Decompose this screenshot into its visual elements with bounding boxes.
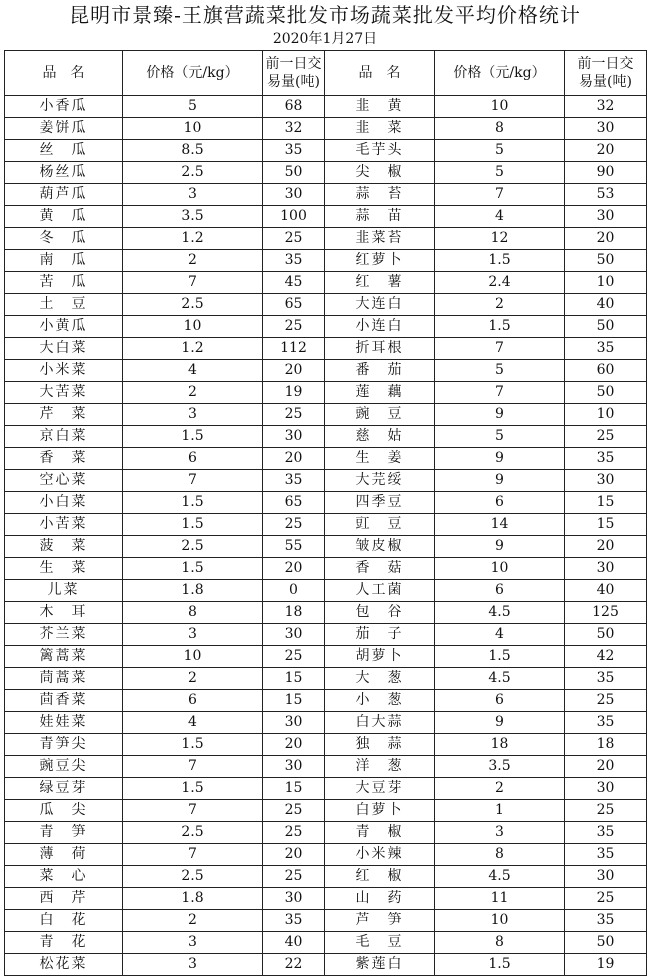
price-value-left: 7 (123, 800, 263, 822)
table-row (5, 778, 647, 800)
price-value-right: 3.5 (435, 756, 565, 778)
vegetable-name-left: 芹 菜 (5, 404, 123, 426)
vegetable-name-right: 生 姜 (325, 448, 435, 470)
volume-value-left: 25 (263, 866, 325, 888)
volume-value-left: 25 (263, 228, 325, 250)
price-value-left: 6 (123, 448, 263, 470)
vegetable-name-right: 白萝卜 (325, 800, 435, 822)
volume-value-right: 50 (565, 932, 647, 954)
table-row (5, 800, 647, 822)
vegetable-name-right: 山 药 (325, 888, 435, 910)
volume-value-right: 20 (565, 756, 647, 778)
table-row (5, 712, 647, 734)
volume-value-right: 18 (565, 734, 647, 756)
price-value-left: 3 (123, 932, 263, 954)
price-value-right: 8 (435, 118, 565, 140)
price-value-right: 14 (435, 514, 565, 536)
price-value-left: 2 (123, 382, 263, 404)
volume-value-right: 15 (565, 492, 647, 514)
volume-value-left: 32 (263, 118, 325, 140)
volume-value-left: 19 (263, 382, 325, 404)
volume-value-right: 25 (565, 888, 647, 910)
vegetable-name-left: 大白菜 (5, 338, 123, 360)
table-row (5, 514, 647, 536)
price-value-left: 2.5 (123, 294, 263, 316)
vegetable-name-right: 洋 葱 (325, 756, 435, 778)
price-value-right: 9 (435, 536, 565, 558)
price-value-right: 18 (435, 734, 565, 756)
vegetable-name-left: 儿菜 (5, 580, 123, 602)
vegetable-name-left: 小苦菜 (5, 514, 123, 536)
table-row (5, 140, 647, 162)
volume-value-left: 20 (263, 360, 325, 382)
price-value-right: 7 (435, 382, 565, 404)
vegetable-name-left: 土 豆 (5, 294, 123, 316)
volume-value-right: 19 (565, 954, 647, 976)
volume-value-right: 40 (565, 580, 647, 602)
table-row (5, 624, 647, 646)
price-value-left: 3 (123, 184, 263, 206)
vegetable-name-right: 大豆芽 (325, 778, 435, 800)
price-value-left: 1.8 (123, 580, 263, 602)
table-row (5, 206, 647, 228)
volume-value-right: 30 (565, 866, 647, 888)
volume-value-right: 20 (565, 228, 647, 250)
vegetable-name-right: 人工菌 (325, 580, 435, 602)
volume-value-left: 30 (263, 184, 325, 206)
price-value-right: 1.5 (435, 646, 565, 668)
vegetable-name-right: 韭菜苔 (325, 228, 435, 250)
vegetable-name-left: 姜饼瓜 (5, 118, 123, 140)
table-row (5, 492, 647, 514)
price-value-left: 10 (123, 646, 263, 668)
table-row (5, 910, 647, 932)
vegetable-name-left: 小香瓜 (5, 96, 123, 118)
price-value-right: 3 (435, 822, 565, 844)
table-row (5, 228, 647, 250)
volume-value-right: 30 (565, 470, 647, 492)
price-value-right: 5 (435, 426, 565, 448)
vegetable-name-left: 小黄瓜 (5, 316, 123, 338)
vegetable-name-right: 蒜 苔 (325, 184, 435, 206)
price-value-right: 12 (435, 228, 565, 250)
volume-value-left: 25 (263, 514, 325, 536)
volume-value-right: 30 (565, 778, 647, 800)
table-row (5, 382, 647, 404)
price-value-left: 8.5 (123, 140, 263, 162)
volume-value-right: 35 (565, 822, 647, 844)
volume-value-left: 25 (263, 316, 325, 338)
price-value-right: 6 (435, 492, 565, 514)
table-row (5, 250, 647, 272)
price-value-right: 4.5 (435, 602, 565, 624)
volume-value-left: 22 (263, 954, 325, 976)
report-title: 昆明市景臻-王旗营蔬菜批发市场蔬菜批发平均价格统计 (69, 3, 581, 27)
volume-value-left: 35 (263, 140, 325, 162)
volume-value-right: 25 (565, 800, 647, 822)
vegetable-name-left: 青 笋 (5, 822, 123, 844)
vegetable-name-left: 小白菜 (5, 492, 123, 514)
table-row (5, 690, 647, 712)
vegetable-name-left: 葫芦瓜 (5, 184, 123, 206)
volume-value-right: 35 (565, 910, 647, 932)
volume-value-left: 15 (263, 690, 325, 712)
vegetable-name-right: 慈 姑 (325, 426, 435, 448)
table-row (5, 602, 647, 624)
price-value-right: 9 (435, 404, 565, 426)
price-value-left: 1.5 (123, 514, 263, 536)
table-row (5, 558, 647, 580)
vegetable-name-left: 娃娃菜 (5, 712, 123, 734)
vegetable-name-left: 苦 瓜 (5, 272, 123, 294)
table-row (5, 844, 647, 866)
price-value-left: 1.2 (123, 228, 263, 250)
volume-value-left: 20 (263, 734, 325, 756)
table-row (5, 272, 647, 294)
price-value-right: 11 (435, 888, 565, 910)
table-row (5, 184, 647, 206)
volume-value-right: 30 (565, 118, 647, 140)
header-volume-right (565, 51, 647, 96)
price-value-right: 6 (435, 580, 565, 602)
volume-value-left: 30 (263, 888, 325, 910)
volume-value-left: 45 (263, 272, 325, 294)
vegetable-name-left: 香 菜 (5, 448, 123, 470)
vegetable-name-left: 白 花 (5, 910, 123, 932)
volume-value-right: 53 (565, 184, 647, 206)
vegetable-name-left: 瓜 尖 (5, 800, 123, 822)
volume-value-right: 42 (565, 646, 647, 668)
volume-value-right: 50 (565, 624, 647, 646)
price-value-right: 6 (435, 690, 565, 712)
table-row (5, 888, 647, 910)
vegetable-name-right: 包 谷 (325, 602, 435, 624)
table-row (5, 932, 647, 954)
price-value-left: 10 (123, 118, 263, 140)
table-row (5, 954, 647, 976)
volume-value-right: 60 (565, 360, 647, 382)
volume-value-left: 35 (263, 910, 325, 932)
vegetable-name-left: 杨丝瓜 (5, 162, 123, 184)
volume-value-left: 20 (263, 558, 325, 580)
vegetable-name-right: 独 蒜 (325, 734, 435, 756)
volume-value-right: 20 (565, 536, 647, 558)
vegetable-name-left: 菜 心 (5, 866, 123, 888)
table-row (5, 866, 647, 888)
vegetable-name-right: 豌 豆 (325, 404, 435, 426)
volume-value-right: 35 (565, 448, 647, 470)
price-value-right: 10 (435, 558, 565, 580)
vegetable-name-left: 丝 瓜 (5, 140, 123, 162)
price-value-right: 4 (435, 206, 565, 228)
volume-value-left: 25 (263, 822, 325, 844)
vegetable-name-right: 紫莲白 (325, 954, 435, 976)
vegetable-name-right: 莲 藕 (325, 382, 435, 404)
volume-value-left: 25 (263, 404, 325, 426)
volume-value-right: 50 (565, 382, 647, 404)
volume-value-right: 20 (565, 140, 647, 162)
price-value-right: 2 (435, 294, 565, 316)
table-row (5, 448, 647, 470)
price-value-left: 3.5 (123, 206, 263, 228)
price-value-right: 10 (435, 96, 565, 118)
price-value-left: 6 (123, 690, 263, 712)
price-value-left: 3 (123, 404, 263, 426)
header-name-right: 品 名 (325, 51, 435, 96)
volume-value-left: 112 (263, 338, 325, 360)
vegetable-name-right: 小 葱 (325, 690, 435, 712)
table-row (5, 580, 647, 602)
volume-value-left: 65 (263, 294, 325, 316)
volume-value-right: 10 (565, 404, 647, 426)
volume-value-right: 15 (565, 514, 647, 536)
volume-value-right: 30 (565, 558, 647, 580)
price-value-right: 1.5 (435, 250, 565, 272)
price-value-left: 7 (123, 470, 263, 492)
vegetable-name-right: 大芫绥 (325, 470, 435, 492)
price-value-left: 10 (123, 316, 263, 338)
price-value-left: 3 (123, 624, 263, 646)
price-value-left: 4 (123, 360, 263, 382)
table-row (5, 536, 647, 558)
vegetable-name-right: 茄 子 (325, 624, 435, 646)
volume-value-left: 15 (263, 668, 325, 690)
vegetable-name-right: 红 椒 (325, 866, 435, 888)
vegetable-name-left: 青笋尖 (5, 734, 123, 756)
vegetable-name-right: 蒜 苗 (325, 206, 435, 228)
price-value-right: 8 (435, 844, 565, 866)
price-value-right: 4.5 (435, 668, 565, 690)
table-row (5, 360, 647, 382)
volume-value-left: 50 (263, 162, 325, 184)
vegetable-name-left: 小米菜 (5, 360, 123, 382)
price-value-left: 1.5 (123, 558, 263, 580)
vegetable-name-right: 青 椒 (325, 822, 435, 844)
vegetable-name-left: 绿豆芽 (5, 778, 123, 800)
price-value-left: 2.5 (123, 866, 263, 888)
table-row (5, 162, 647, 184)
price-value-right: 5 (435, 162, 565, 184)
vegetable-name-right: 胡萝卜 (325, 646, 435, 668)
vegetable-name-right: 韭 黄 (325, 96, 435, 118)
volume-value-left: 30 (263, 426, 325, 448)
price-value-left: 1.8 (123, 888, 263, 910)
price-value-right: 1 (435, 800, 565, 822)
volume-value-left: 65 (263, 492, 325, 514)
vegetable-name-left: 木 耳 (5, 602, 123, 624)
volume-value-left: 30 (263, 756, 325, 778)
price-value-left: 2.5 (123, 162, 263, 184)
vegetable-name-right: 毛 豆 (325, 932, 435, 954)
vegetable-name-right: 红 薯 (325, 272, 435, 294)
vegetable-name-left: 大苦菜 (5, 382, 123, 404)
vegetable-name-left: 芥兰菜 (5, 624, 123, 646)
vegetable-name-right: 芦 笋 (325, 910, 435, 932)
header-volume-left (263, 51, 325, 96)
price-value-right: 2 (435, 778, 565, 800)
vegetable-name-left: 菠 菜 (5, 536, 123, 558)
volume-value-left: 30 (263, 624, 325, 646)
volume-value-right: 30 (565, 206, 647, 228)
price-value-right: 4.5 (435, 866, 565, 888)
price-value-right: 5 (435, 140, 565, 162)
table-row (5, 338, 647, 360)
price-table (4, 50, 647, 976)
header-price-left: 价格（元/kg） (123, 51, 263, 96)
price-value-right: 7 (435, 338, 565, 360)
vegetable-name-left: 篱蒿菜 (5, 646, 123, 668)
volume-value-right: 35 (565, 338, 647, 360)
volume-value-left: 30 (263, 712, 325, 734)
price-value-left: 2.5 (123, 822, 263, 844)
volume-value-left: 18 (263, 602, 325, 624)
price-value-left: 8 (123, 602, 263, 624)
price-value-right: 7 (435, 184, 565, 206)
vegetable-name-left: 豌豆尖 (5, 756, 123, 778)
price-value-left: 1.2 (123, 338, 263, 360)
vegetable-name-right: 大连白 (325, 294, 435, 316)
vegetable-name-right: 番 茄 (325, 360, 435, 382)
price-value-left: 1.5 (123, 734, 263, 756)
vegetable-name-left: 南 瓜 (5, 250, 123, 272)
header-price-right: 价格（元/kg） (435, 51, 565, 96)
volume-value-right: 40 (565, 294, 647, 316)
price-value-right: 4 (435, 624, 565, 646)
volume-value-left: 15 (263, 778, 325, 800)
price-value-right: 10 (435, 910, 565, 932)
price-value-right: 2.4 (435, 272, 565, 294)
vegetable-name-right: 毛芋头 (325, 140, 435, 162)
header-volume-line2: 易量(吨) (267, 74, 320, 90)
vegetable-name-left: 茴香菜 (5, 690, 123, 712)
volume-value-left: 20 (263, 448, 325, 470)
header-volume-line1: 前一日交 (265, 56, 322, 72)
volume-value-right: 90 (565, 162, 647, 184)
volume-value-right: 10 (565, 272, 647, 294)
price-value-left: 1.5 (123, 426, 263, 448)
table-body (5, 96, 647, 976)
price-value-left: 7 (123, 272, 263, 294)
price-value-right: 1.5 (435, 954, 565, 976)
volume-value-right: 35 (565, 712, 647, 734)
volume-value-left: 20 (263, 844, 325, 866)
volume-value-left: 55 (263, 536, 325, 558)
vegetable-name-left: 薄 荷 (5, 844, 123, 866)
price-value-left: 2 (123, 668, 263, 690)
price-value-right: 5 (435, 360, 565, 382)
table-row (5, 426, 647, 448)
price-value-left: 1.5 (123, 492, 263, 514)
table-row (5, 470, 647, 492)
volume-value-right: 32 (565, 96, 647, 118)
price-value-right: 1.5 (435, 316, 565, 338)
vegetable-name-left: 西 芹 (5, 888, 123, 910)
vegetable-name-left: 空心菜 (5, 470, 123, 492)
price-value-left: 4 (123, 712, 263, 734)
vegetable-name-left: 松花菜 (5, 954, 123, 976)
table-row (5, 294, 647, 316)
volume-value-right: 50 (565, 316, 647, 338)
table-row (5, 404, 647, 426)
volume-value-left: 100 (263, 206, 325, 228)
vegetable-name-right: 折耳根 (325, 338, 435, 360)
volume-value-left: 68 (263, 96, 325, 118)
vegetable-name-right: 韭 菜 (325, 118, 435, 140)
price-value-left: 7 (123, 844, 263, 866)
table-row (5, 96, 647, 118)
vegetable-name-right: 香 菇 (325, 558, 435, 580)
table-row (5, 646, 647, 668)
table-row (5, 668, 647, 690)
vegetable-name-left: 青 花 (5, 932, 123, 954)
vegetable-name-right: 四季豆 (325, 492, 435, 514)
volume-value-left: 25 (263, 646, 325, 668)
header-volume-line2: 易量(吨) (579, 74, 632, 90)
volume-value-left: 35 (263, 470, 325, 492)
volume-value-left: 35 (263, 250, 325, 272)
volume-value-right: 35 (565, 668, 647, 690)
vegetable-name-left: 茼蒿菜 (5, 668, 123, 690)
vegetable-name-right: 大 葱 (325, 668, 435, 690)
volume-value-right: 125 (565, 602, 647, 624)
table-row (5, 734, 647, 756)
table-row (5, 316, 647, 338)
vegetable-name-right: 小连白 (325, 316, 435, 338)
vegetable-name-right: 豇 豆 (325, 514, 435, 536)
price-value-left: 2.5 (123, 536, 263, 558)
table-row (5, 118, 647, 140)
volume-value-left: 40 (263, 932, 325, 954)
vegetable-name-left: 京白菜 (5, 426, 123, 448)
price-value-left: 2 (123, 910, 263, 932)
price-value-left: 3 (123, 954, 263, 976)
report-date: 2020年1月27日 (272, 31, 378, 47)
price-value-left: 5 (123, 96, 263, 118)
vegetable-name-right: 小米辣 (325, 844, 435, 866)
volume-value-right: 50 (565, 250, 647, 272)
vegetable-name-right: 白大蒜 (325, 712, 435, 734)
price-value-left: 7 (123, 756, 263, 778)
price-value-right: 9 (435, 712, 565, 734)
volume-value-left: 25 (263, 800, 325, 822)
volume-value-left: 0 (263, 580, 325, 602)
table-header-row (5, 51, 647, 96)
vegetable-name-left: 冬 瓜 (5, 228, 123, 250)
table-row (5, 756, 647, 778)
vegetable-name-right: 尖 椒 (325, 162, 435, 184)
vegetable-name-left: 生 菜 (5, 558, 123, 580)
vegetable-name-left: 黄 瓜 (5, 206, 123, 228)
volume-value-right: 35 (565, 844, 647, 866)
header-name-left: 品 名 (5, 51, 123, 96)
volume-value-right: 25 (565, 690, 647, 712)
vegetable-name-right: 红萝卜 (325, 250, 435, 272)
price-value-left: 2 (123, 250, 263, 272)
volume-value-right: 25 (565, 426, 647, 448)
price-value-right: 9 (435, 470, 565, 492)
price-value-right: 9 (435, 448, 565, 470)
header-volume-line1: 前一日交 (577, 56, 634, 72)
price-value-right: 8 (435, 932, 565, 954)
table-row (5, 822, 647, 844)
vegetable-name-right: 皱皮椒 (325, 536, 435, 558)
price-value-left: 1.5 (123, 778, 263, 800)
